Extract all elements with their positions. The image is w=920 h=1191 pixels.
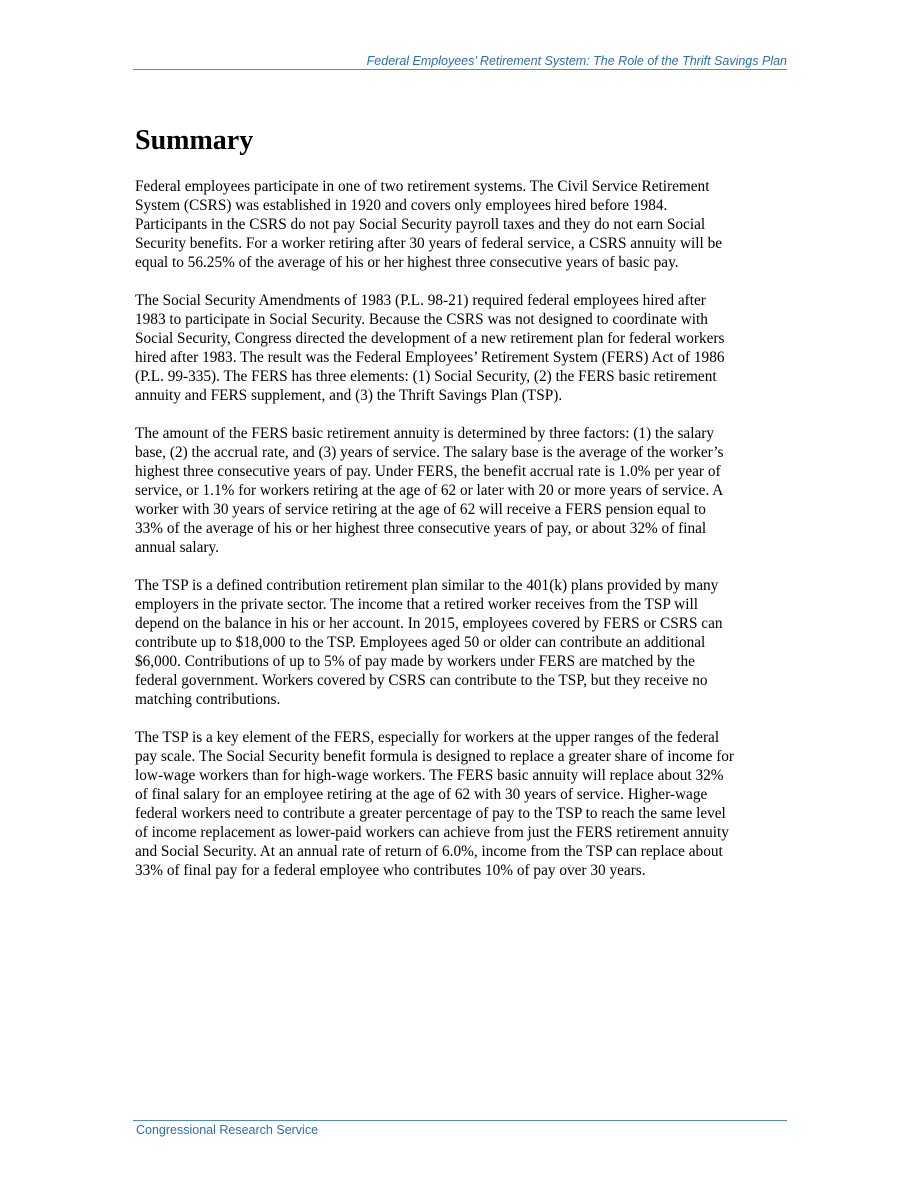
text-line: 1983 to participate in Social Security. Because the CSRS was not designed to coordinate with	[135, 311, 708, 328]
text-line: pay scale. The Social Security benefit formula is designed to replace a greater share of income for	[135, 748, 735, 765]
text-line: hired after 1983. The result was the Federal Employees’ Retirement System (FERS) Act of 1986	[135, 349, 725, 366]
running-header: Federal Employees’ Retirement System: The Role of the Thrift Savings Plan	[366, 54, 787, 68]
text-line: low-wage workers than for high-wage workers. The FERS basic annuity will replace about 32%	[135, 767, 724, 784]
text-line: of income replacement as lower-paid workers can achieve from just the FERS retirement annuity	[135, 824, 729, 841]
text-line: and Social Security. At an annual rate of return of 6.0%, income from the TSP can replace about	[135, 843, 723, 860]
text-line: matching contributions.	[135, 691, 281, 708]
text-line: base, (2) the accrual rate, and (3) years of service. The salary base is the average of the worker’s	[135, 444, 724, 461]
text-line: $6,000. Contributions of up to 5% of pay made by workers under FERS are matched by the	[135, 653, 695, 670]
text-line: employers in the private sector. The income that a retired worker receives from the TSP will	[135, 596, 698, 613]
text-line: The TSP is a key element of the FERS, especially for workers at the upper ranges of the federal	[135, 729, 720, 746]
text-line: highest three consecutive years of pay. Under FERS, the benefit accrual rate is 1.0% per year of	[135, 463, 721, 480]
text-line: 33% of the average of his or her highest three consecutive years of pay, or about 32% of final	[135, 520, 707, 537]
text-line: annual salary.	[135, 539, 219, 556]
paragraph	[135, 291, 787, 405]
text-line: (P.L. 99-335). The FERS has three elements: (1) Social Security, (2) the FERS basic retirement	[135, 368, 717, 385]
text-line: Social Security, Congress directed the development of a new retirement plan for federal workers	[135, 330, 725, 347]
footer-divider	[133, 1120, 787, 1121]
text-line: federal workers need to contribute a greater percentage of pay to the TSP to reach the same level	[135, 805, 726, 822]
section-title: Summary	[135, 125, 254, 156]
paragraph	[135, 177, 787, 272]
paragraph	[135, 424, 787, 557]
text-line: annuity and FERS supplement, and (3) the Thrift Savings Plan (TSP).	[135, 387, 563, 404]
text-line: contribute up to $18,000 to the TSP. Employees aged 50 or older can contribute an additional	[135, 634, 706, 651]
paragraph	[135, 576, 787, 709]
text-line: The amount of the FERS basic retirement annuity is determined by three factors: (1) the salary	[135, 425, 714, 442]
text-line: Security benefits. For a worker retiring after 30 years of federal service, a CSRS annuity will be	[135, 235, 723, 252]
paragraph	[135, 728, 787, 880]
text-line: 33% of final pay for a federal employee who contributes 10% of pay over 30 years.	[135, 862, 646, 879]
text-line: federal government. Workers covered by CSRS can contribute to the TSP, but they receive no	[135, 672, 708, 689]
header-divider	[133, 69, 787, 70]
text-line: of final salary for an employee retiring at the age of 62 with 30 years of service. Higher-wage	[135, 786, 708, 803]
text-line: The TSP is a defined contribution retirement plan similar to the 401(k) plans provided by many	[135, 577, 719, 594]
footer-source: Congressional Research Service	[136, 1123, 319, 1137]
text-line: equal to 56.25% of the average of his or her highest three consecutive years of basic pay.	[135, 254, 679, 271]
text-line: System (CSRS) was established in 1920 and covers only employees hired before 1984.	[135, 197, 668, 214]
text-line: Federal employees participate in one of two retirement systems. The Civil Service Retirement	[135, 178, 710, 195]
body-text	[135, 177, 787, 899]
text-line: Participants in the CSRS do not pay Social Security payroll taxes and they do not earn Social	[135, 216, 706, 233]
text-line: service, or 1.1% for workers retiring at the age of 62 or later with 20 or more years of service. A	[135, 482, 724, 499]
text-line: The Social Security Amendments of 1983 (P.L. 98-21) required federal employees hired after	[135, 292, 706, 309]
text-line: depend on the balance in his or her account. In 2015, employees covered by FERS or CSRS can	[135, 615, 723, 632]
text-line: worker with 30 years of service retiring at the age of 62 will receive a FERS pension equal to	[135, 501, 706, 518]
